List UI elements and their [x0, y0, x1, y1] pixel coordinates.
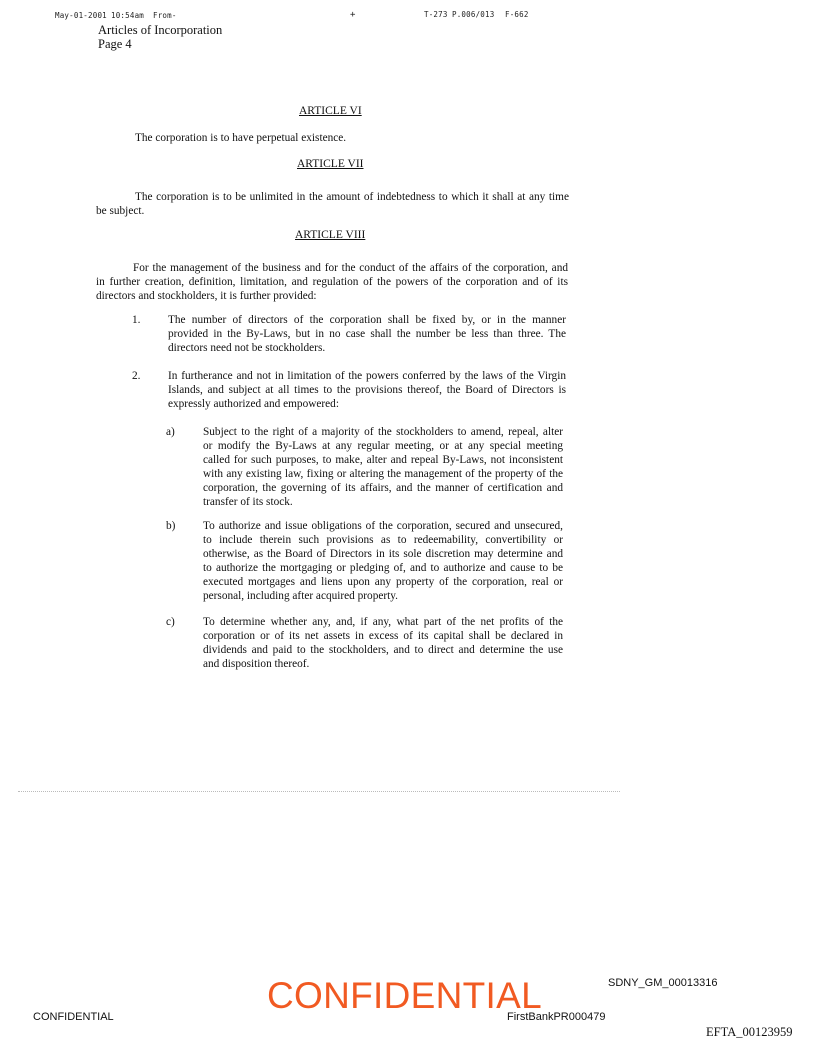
item1-line: The number of directors of the corporation shall be fixed by, or in the manner — [168, 314, 566, 326]
item-b-line: to include therein such provisions as to redeemability, convertibility or — [203, 534, 563, 546]
bates-sdny: SDNY_GM_00013316 — [608, 977, 718, 989]
divider — [18, 791, 620, 792]
item-a-line: with any existing law, fixing or altering the management of the property of the — [203, 468, 563, 480]
doc-page-number: Page 4 — [98, 37, 132, 51]
item2-line: Islands, and subject at all times to the provisions thereof, the Board of Directors is — [168, 384, 566, 396]
confidential-stamp: CONFIDENTIAL — [267, 975, 542, 1016]
intro-line: For the management of the business and for the conduct of the affairs of the corporation, and — [133, 262, 568, 274]
fax-time: 10:54am — [111, 11, 145, 20]
item1-line: directors need not be stockholders. — [168, 342, 326, 354]
fax-f-code: F-662 — [505, 10, 529, 19]
article-viii-heading: ARTICLE VIII — [295, 229, 366, 241]
item-c-line: and disposition thereof. — [203, 658, 310, 670]
item-b-line: to authorize the mortgaging or pledging of, and to authorize and cause to be — [203, 562, 563, 574]
item-a-label: a) — [166, 426, 175, 438]
confidential-label: CONFIDENTIAL — [33, 1011, 114, 1023]
article-vii-line: be subject. — [96, 205, 145, 217]
bates-efta: EFTA_00123959 — [706, 1025, 793, 1039]
item-c-line: To determine whether any, and, if any, what part of the net profits of the — [203, 616, 563, 628]
intro-line: in further creation, definition, limitation, and regulation of the powers of the corporation and of its — [96, 276, 568, 288]
doc-title: Articles of Incorporation — [98, 23, 223, 37]
item1-line: provided in the By-Laws, but in no case shall the number be less than three. The — [168, 328, 566, 340]
fax-mark: + — [350, 10, 356, 20]
article-vi-text: The corporation is to have perpetual existence. — [135, 132, 347, 144]
fax-date: May-01-2001 — [55, 11, 107, 20]
item-b-line: personal, including after acquired property. — [203, 590, 399, 602]
item-a-line: transfer of its stock. — [203, 496, 293, 508]
fax-from: From- — [153, 11, 177, 20]
item-c-label: c) — [166, 616, 175, 628]
item2-line: In furtherance and not in limitation of the powers conferred by the laws of the Virgin — [168, 370, 566, 382]
bates-firstbank: FirstBankPR000479 — [507, 1011, 606, 1023]
item-b-line: executed mortgages and liens upon any property of the corporation, real or — [203, 576, 563, 588]
item-b-label: b) — [166, 520, 176, 532]
item2-label: 2. — [132, 370, 141, 382]
item2-line: expressly authorized and empowered: — [168, 398, 339, 410]
article-vii-line: The corporation is to be unlimited in the amount of indebtedness to which it shall at any time — [135, 191, 569, 203]
item-a-line: Subject to the right of a majority of the stockholders to amend, repeal, alter — [203, 426, 563, 438]
fax-t-code: T-273 — [424, 10, 448, 19]
fax-page-code: P.006/013 — [452, 10, 495, 19]
item-b-line: To authorize and issue obligations of the corporation, secured and unsecured, — [203, 520, 563, 532]
intro-line: directors and stockholders, it is further provided: — [96, 290, 317, 302]
item-a-line: corporation, the governing of its affairs, and the manner of certification and — [203, 482, 563, 494]
item-b-line: otherwise, as the Board of Directors in its sole discretion may determine and — [203, 548, 563, 560]
item1-label: 1. — [132, 314, 141, 326]
item-c-line: corporation or of its net assets in excess of its capital shall be declared in — [203, 630, 563, 642]
item-a-line: or modify the By-Laws at any regular meeting, or at any special meeting — [203, 440, 563, 452]
article-vii-heading: ARTICLE VII — [297, 158, 364, 170]
article-vi-heading: ARTICLE VI — [299, 105, 362, 117]
item-a-line: called for such purposes, to make, alter and repeal By-Laws, not inconsistent — [203, 454, 563, 466]
item-c-line: dividends and paid to the stockholders, and to direct and determine the use — [203, 644, 563, 656]
